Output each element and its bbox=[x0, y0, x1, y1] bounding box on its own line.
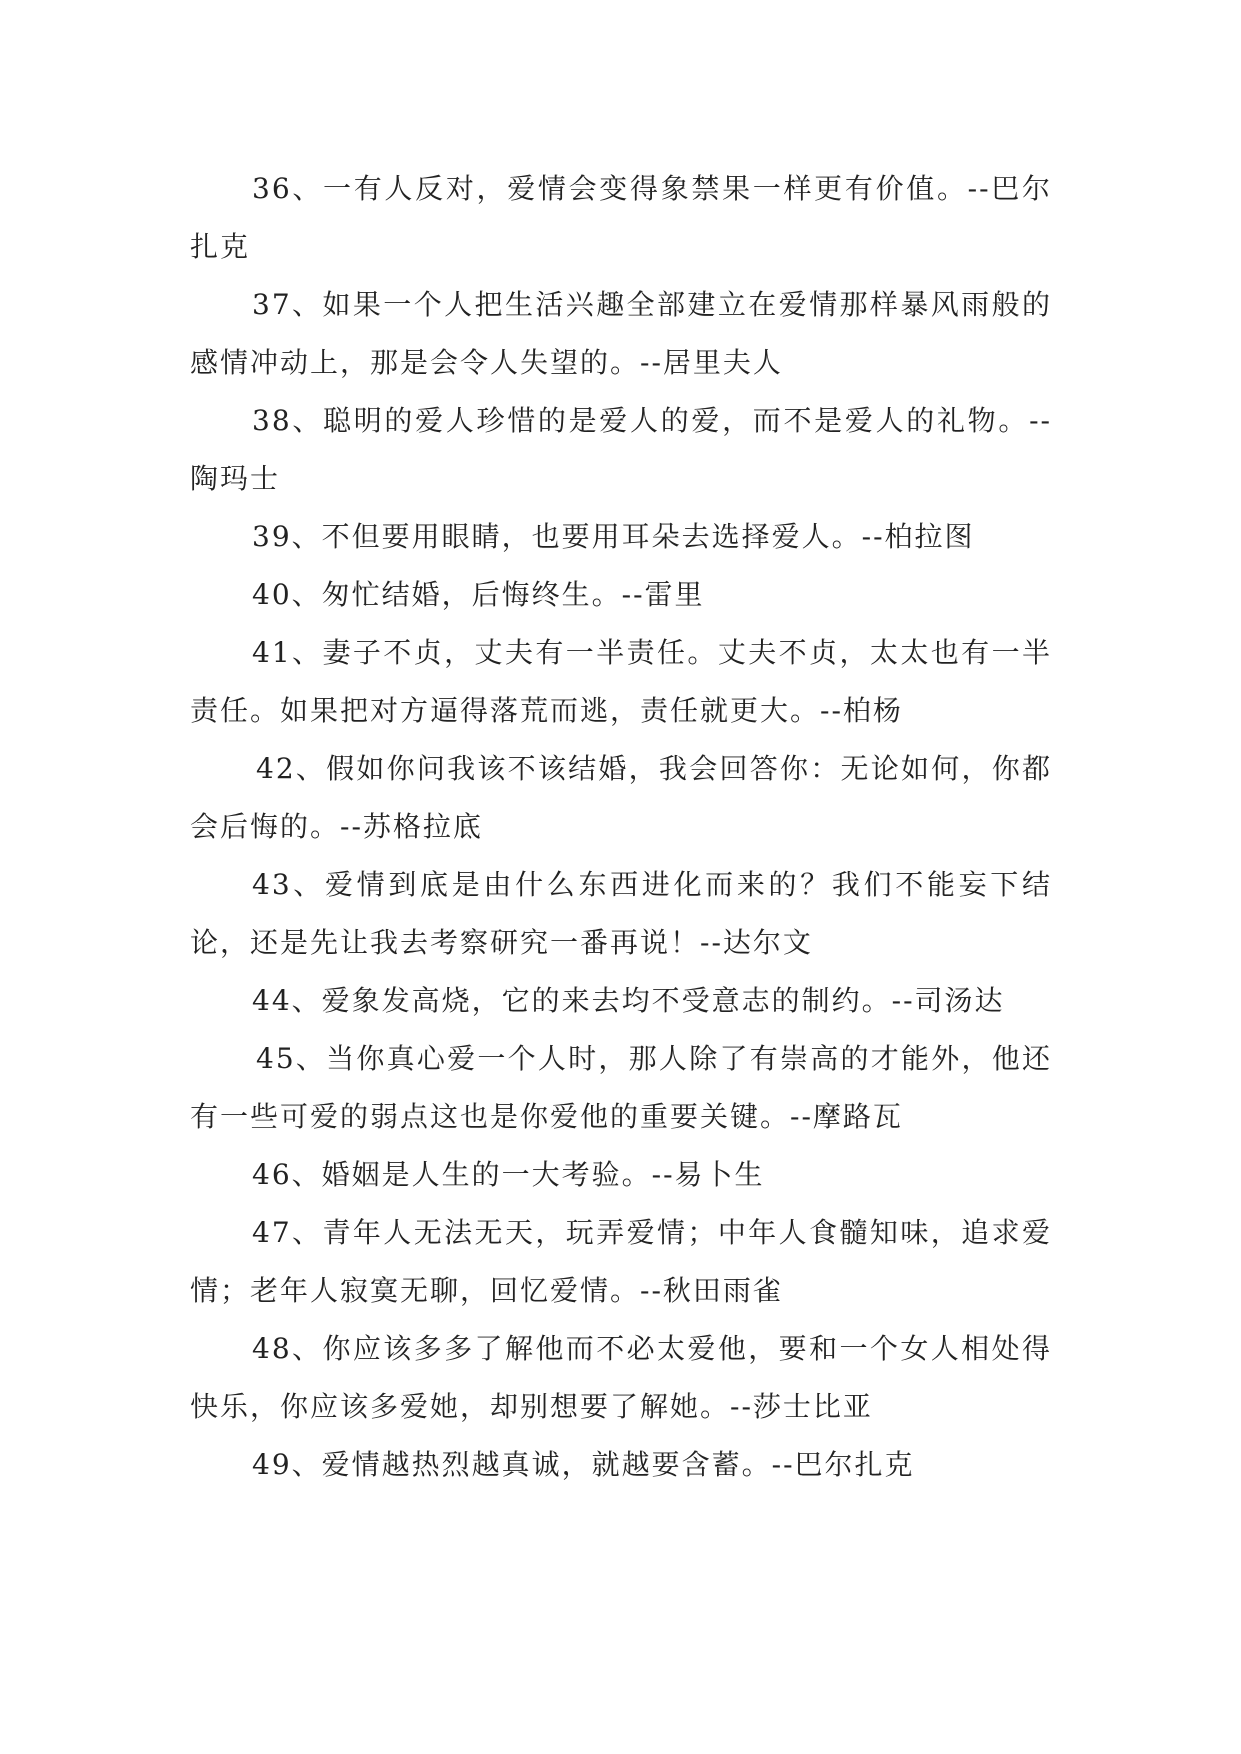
quote-36: 36、一有人反对，爱情会变得象禁果一样更有价值。--巴尔扎克 bbox=[190, 172, 1052, 263]
quote-44: 44、爱象发高烧，它的来去均不受意志的制约。--司汤达 bbox=[252, 984, 1005, 1017]
quote-46: 46、婚姻是人生的一大考验。--易卜生 bbox=[252, 1158, 765, 1191]
quote-37: 37、如果一个人把生活兴趣全部建立在爱情那样暴风雨般的感情冲动上，那是会令人失望的。--居里夫人 bbox=[190, 288, 1052, 379]
quote-47: 47、青年人无法无天，玩弄爱情；中年人食髓知味，追求爱情；老年人寂寞无聊，回忆爱情。--秋田雨雀 bbox=[190, 1216, 1052, 1307]
quote-42: 42、假如你问我该不该结婚，我会回答你：无论如何，你都会后悔的。--苏格拉底 bbox=[190, 752, 1052, 843]
quote-40: 40、匆忙结婚，后悔终生。--雷里 bbox=[252, 578, 705, 611]
quote-41: 41、妻子不贞，丈夫有一半责任。丈夫不贞，太太也有一半责任。如果把对方逼得落荒而逃，责任就更大。--柏杨 bbox=[190, 636, 1052, 727]
quote-45: 45、当你真心爱一个人时，那人除了有崇高的才能外，他还有一些可爱的弱点这也是你爱他的重要关键。--摩路瓦 bbox=[190, 1042, 1052, 1133]
quote-48: 48、你应该多多了解他而不必太爱他，要和一个女人相处得快乐，你应该多爱她，却别想要了解她。--莎士比亚 bbox=[190, 1332, 1052, 1423]
quote-49: 49、爱情越热烈越真诚，就越要含蓄。--巴尔扎克 bbox=[252, 1448, 915, 1481]
quote-43: 43、爱情到底是由什么东西进化而来的？我们不能妄下结论，还是先让我去考察研究一番再说！--达尔文 bbox=[190, 868, 1052, 959]
quote-list bbox=[190, 160, 1052, 1494]
quote-39: 39、不但要用眼睛，也要用耳朵去选择爱人。--柏拉图 bbox=[252, 520, 975, 553]
quote-38: 38、聪明的爱人珍惜的是爱人的爱，而不是爱人的礼物。--陶玛士 bbox=[190, 404, 1052, 495]
